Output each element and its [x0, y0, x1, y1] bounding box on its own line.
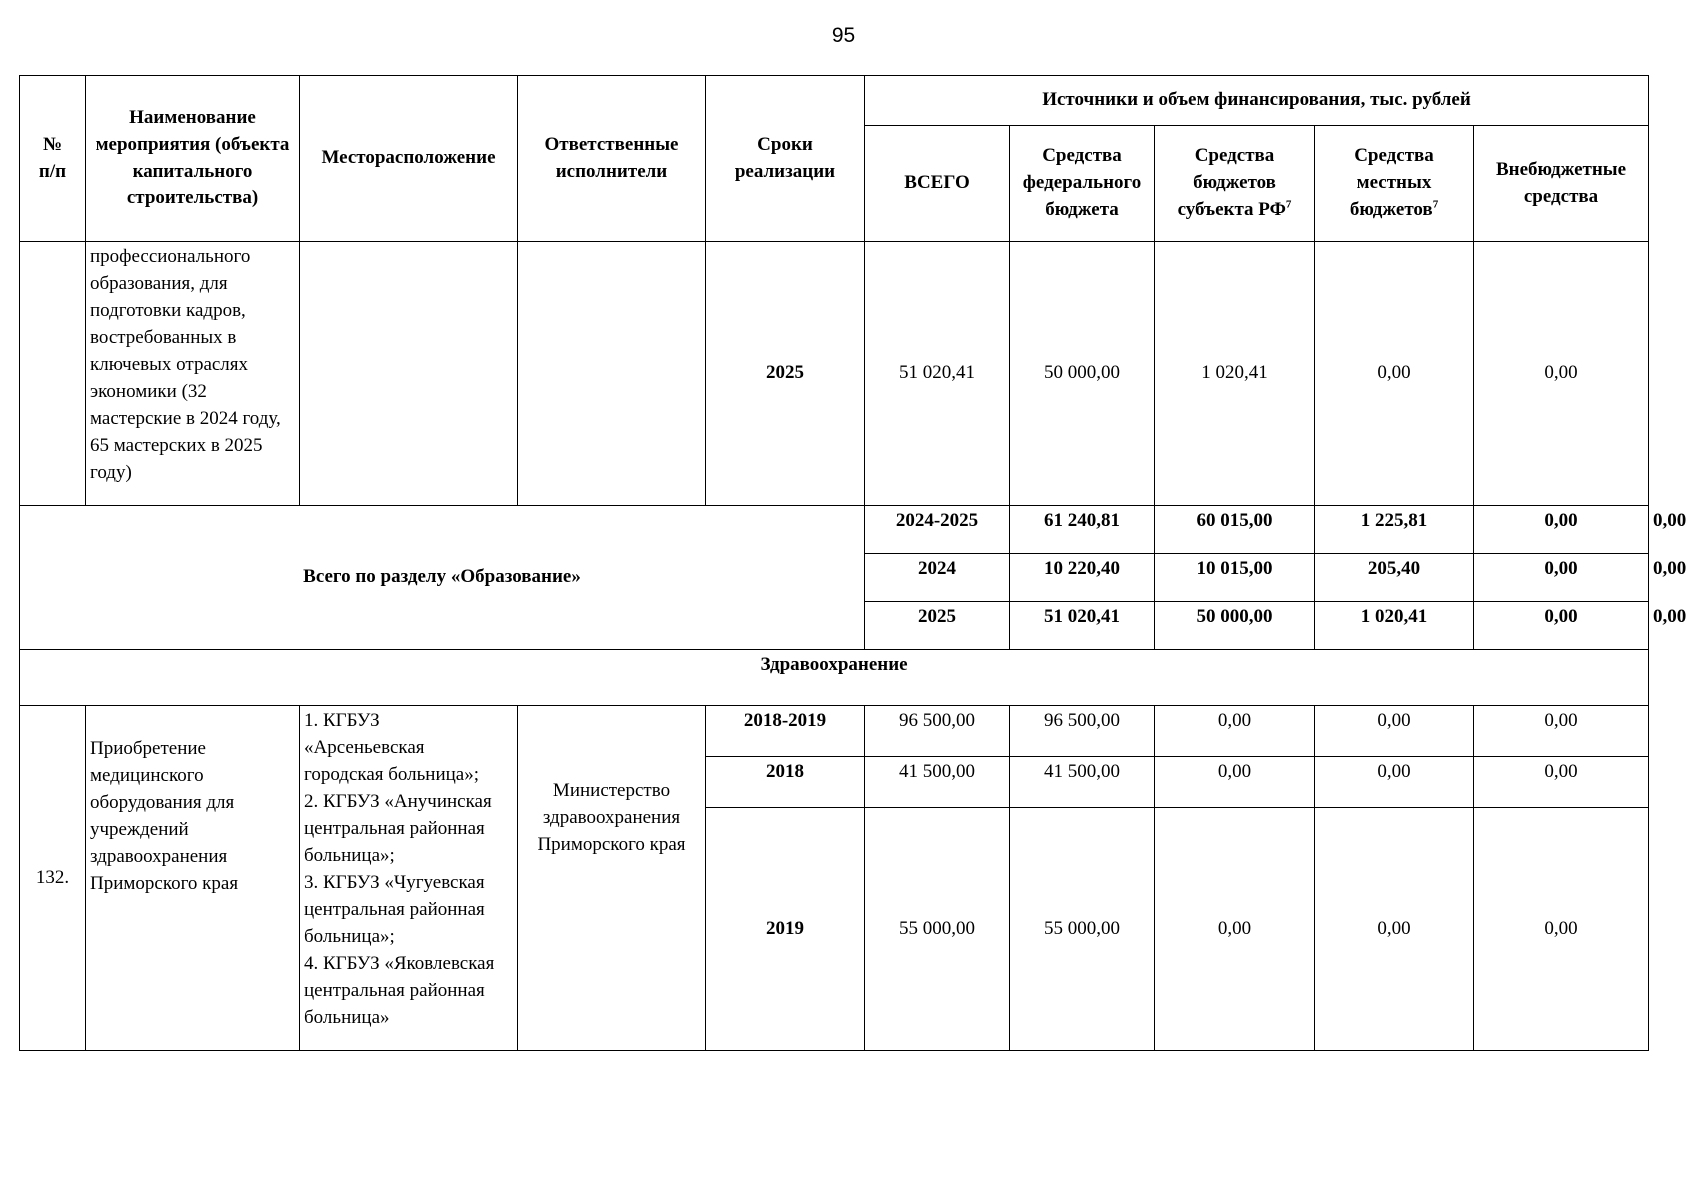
item-total: 55 000,00 [865, 808, 1010, 1051]
item-year: 2018-2019 [706, 706, 865, 757]
header-regional [1155, 126, 1315, 242]
section-total-local: 0,00 [1474, 554, 1649, 602]
item-name: Приобретение медицинского оборудования для учреждений здравоохранения Приморского края [86, 706, 300, 1051]
item-federal: 96 500,00 [1010, 706, 1155, 757]
item-num: 132. [20, 706, 86, 1051]
item-total: 96 500,00 [865, 706, 1010, 757]
header-terms: Сроки реализации [706, 76, 865, 242]
continued-local: 0,00 [1315, 242, 1474, 506]
section-total-year: 2024-2025 [865, 506, 1010, 554]
item-local: 0,00 [1315, 706, 1474, 757]
section-heading-row [20, 650, 1649, 706]
item-extra: 0,00 [1474, 757, 1649, 808]
section-total-total: 51 020,41 [1010, 602, 1155, 650]
section-total-total: 61 240,81 [1010, 506, 1155, 554]
section-total-row: 2025 51 020,41 50 000,00 1 020,41 0,00 0,00 [20, 602, 1649, 650]
section-total-row: 2024 10 220,40 10 015,00 205,40 0,00 0,00 [20, 554, 1649, 602]
section-total-federal: 10 015,00 [1155, 554, 1315, 602]
continued-num [20, 242, 86, 506]
section-total-year: 2024 [865, 554, 1010, 602]
header-executors: Ответственные исполнители [518, 76, 706, 242]
section-total-local: 0,00 [1474, 506, 1649, 554]
header-local-text: Средства местных бюджетов [1349, 145, 1434, 220]
section-total-regional: 1 225,81 [1315, 506, 1474, 554]
header-total: ВСЕГО [865, 126, 1010, 242]
continued-year: 2025 [706, 242, 865, 506]
header-local-footnote: 7 [1432, 198, 1439, 211]
header-federal: Средства федерального бюджета [1010, 126, 1155, 242]
item-regional: 0,00 [1155, 757, 1315, 808]
continued-name: профессионального образования, для подготовки кадров, востребованных в ключевых отраслях экономики (32 мастерские в 2024 году, 65 мастерских в 2025 году) [86, 242, 300, 506]
financing-table [19, 75, 1687, 1051]
header-regional-text: Средства бюджетов субъекта РФ [1177, 145, 1286, 220]
item-federal: 41 500,00 [1010, 757, 1155, 808]
item-row [20, 706, 1649, 757]
item-year: 2019 [706, 808, 865, 1051]
continued-regional: 1 020,41 [1155, 242, 1315, 506]
page-number: 95 [831, 24, 856, 47]
section-total-federal: 60 015,00 [1155, 506, 1315, 554]
header-regional-footnote: 7 [1285, 198, 1292, 211]
continued-total: 51 020,41 [865, 242, 1010, 506]
header-sources-title: Источники и объем финансирования, тыс. рублей [865, 76, 1649, 126]
section-total-regional: 205,40 [1315, 554, 1474, 602]
continued-extra: 0,00 [1474, 242, 1649, 506]
header-num: № п/п [20, 76, 86, 242]
item-local: 0,00 [1315, 808, 1474, 1051]
continued-federal: 50 000,00 [1010, 242, 1155, 506]
header-local [1315, 126, 1474, 242]
section-total-regional: 1 020,41 [1315, 602, 1474, 650]
continued-location [300, 242, 518, 506]
item-total: 41 500,00 [865, 757, 1010, 808]
item-location: 1. КГБУЗ «Арсеньевская городская больница»; 2. КГБУЗ «Анучинская центральная районная больница»; 3. КГБУЗ «Чугуевская центральная районная больница»; 4. КГБУЗ «Яковлевская центральная районная больница» [300, 706, 518, 1051]
header-name: Наименование мероприятия (объекта капитального строительства) [86, 76, 300, 242]
section-total-year: 2025 [865, 602, 1010, 650]
item-executor: Министерство здравоохранения Приморского края [518, 706, 706, 1051]
item-extra: 0,00 [1474, 706, 1649, 757]
item-year: 2018 [706, 757, 865, 808]
section-heading-health: Здравоохранение [20, 650, 1649, 706]
item-local: 0,00 [1315, 757, 1474, 808]
section-total-federal: 50 000,00 [1155, 602, 1315, 650]
item-regional: 0,00 [1155, 808, 1315, 1051]
header-location: Месторасположение [300, 76, 518, 242]
item-regional: 0,00 [1155, 706, 1315, 757]
continued-executor [518, 242, 706, 506]
header-extrabudget: Внебюджетные средства [1474, 126, 1649, 242]
item-extra: 0,00 [1474, 808, 1649, 1051]
item-federal: 55 000,00 [1010, 808, 1155, 1051]
section-total-row: Всего по разделу «Образование» 2024-2025 61 240,81 60 015,00 1 225,81 0,00 0,00 [20, 506, 1649, 554]
section-total-label: Всего по разделу «Образование» [20, 506, 865, 650]
section-total-total: 10 220,40 [1010, 554, 1155, 602]
continued-row [20, 242, 1649, 506]
section-total-local: 0,00 [1474, 602, 1649, 650]
header-row-1 [20, 76, 1649, 126]
